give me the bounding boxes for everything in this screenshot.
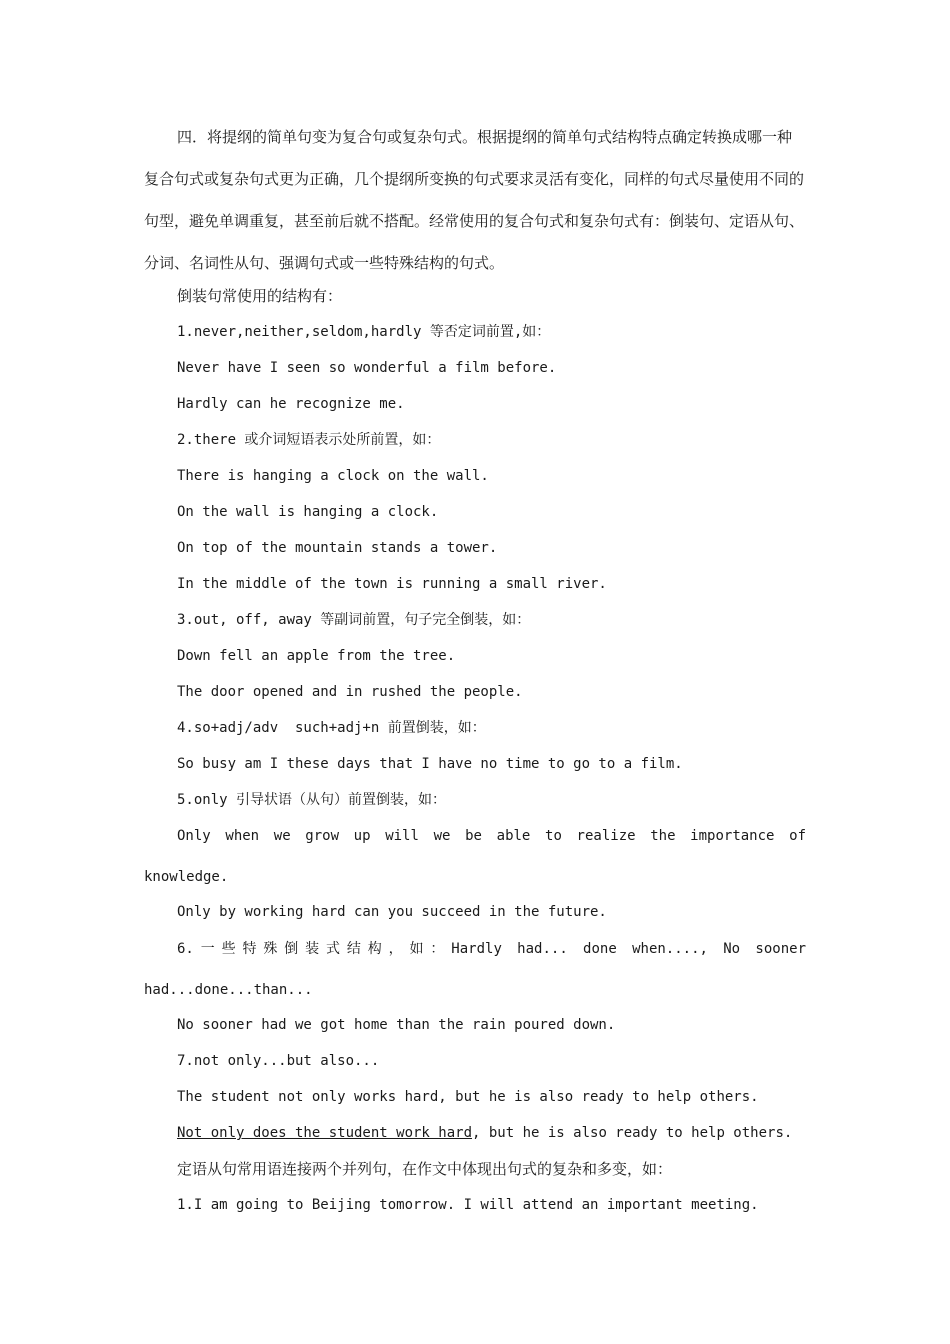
item5-example-1-line1: Only when we grow up will we be able to realize the importance of — [177, 828, 806, 844]
item2-example-3: On top of the mountain stands a tower. — [177, 540, 498, 556]
item3-heading: 3.out, off, away 等副词前置，句子完全倒装，如： — [177, 612, 531, 628]
relative-example-1: 1.I am going to Beijing tomorrow. I will attend an important meeting. — [177, 1197, 759, 1213]
item1-example-2: Hardly can he recognize me. — [177, 396, 405, 412]
item2-example-4: In the middle of the town is running a small river. — [177, 576, 607, 592]
relative-clause-heading: 定语从句常用语连接两个并列句，在作文中体现出句式的复杂和多变，如： — [177, 1160, 673, 1178]
item7-example-2-rest: , but he is also ready to help others. — [472, 1125, 793, 1141]
item2-example-2: On the wall is hanging a clock. — [177, 504, 439, 520]
item2-example-1: There is hanging a clock on the wall. — [177, 468, 489, 484]
item7-heading: 7.not only...but also... — [177, 1053, 380, 1069]
item1-heading: 1.never,neither,seldom,hardly 等否定词前置,如： — [177, 324, 551, 340]
intro-paragraph: 四．将提纲的简单句变为复合句或复杂句式。根据提纲的简单句式结构特点确定转换成哪一种复合句式或复杂句式更为正确，几个提纲所变换的句式要求灵活有变化，同样的句式尽量使用不同的句型，避免单调重复，甚至前后就不搭配。经常使用的复合句式和复杂句式有：倒装句、定语从句、分词、名词性从句、强调句式或一些特殊结构的句式。 — [144, 128, 805, 272]
item7-example-2 — [177, 1123, 792, 1143]
item6-heading-line1: 6.一些特殊倒装式结构，如：Hardly had... done when...., No sooner — [177, 941, 806, 957]
item7-example-2-underlined: Not only does the student work hard — [177, 1125, 473, 1141]
item5-heading: 5.only 引导状语（从句）前置倒装，如： — [177, 792, 447, 808]
item3-example-1: Down fell an apple from the tree. — [177, 648, 456, 664]
item5-example-1-line2: knowledge. — [144, 869, 229, 885]
item4-heading: 4.so+adj/adv such+adj+n 前置倒装，如： — [177, 720, 486, 736]
item5-example-2: Only by working hard can you succeed in the future. — [177, 904, 607, 920]
item6-heading-line2: had...done...than... — [144, 982, 313, 998]
item1-example-1: Never have I seen so wonderful a film before. — [177, 360, 557, 376]
item6-example-1: No sooner had we got home than the rain poured down. — [177, 1017, 616, 1033]
item7-example-1: The student not only works hard, but he is also ready to help others. — [177, 1089, 759, 1105]
item3-example-2: The door opened and in rushed the people. — [177, 684, 523, 700]
item2-heading: 2.there 或介词短语表示处所前置，如： — [177, 432, 441, 448]
item4-example-1: So busy am I these days that I have no time to go to a film. — [177, 756, 683, 772]
inversion-heading: 倒装句常使用的结构有： — [177, 287, 343, 305]
